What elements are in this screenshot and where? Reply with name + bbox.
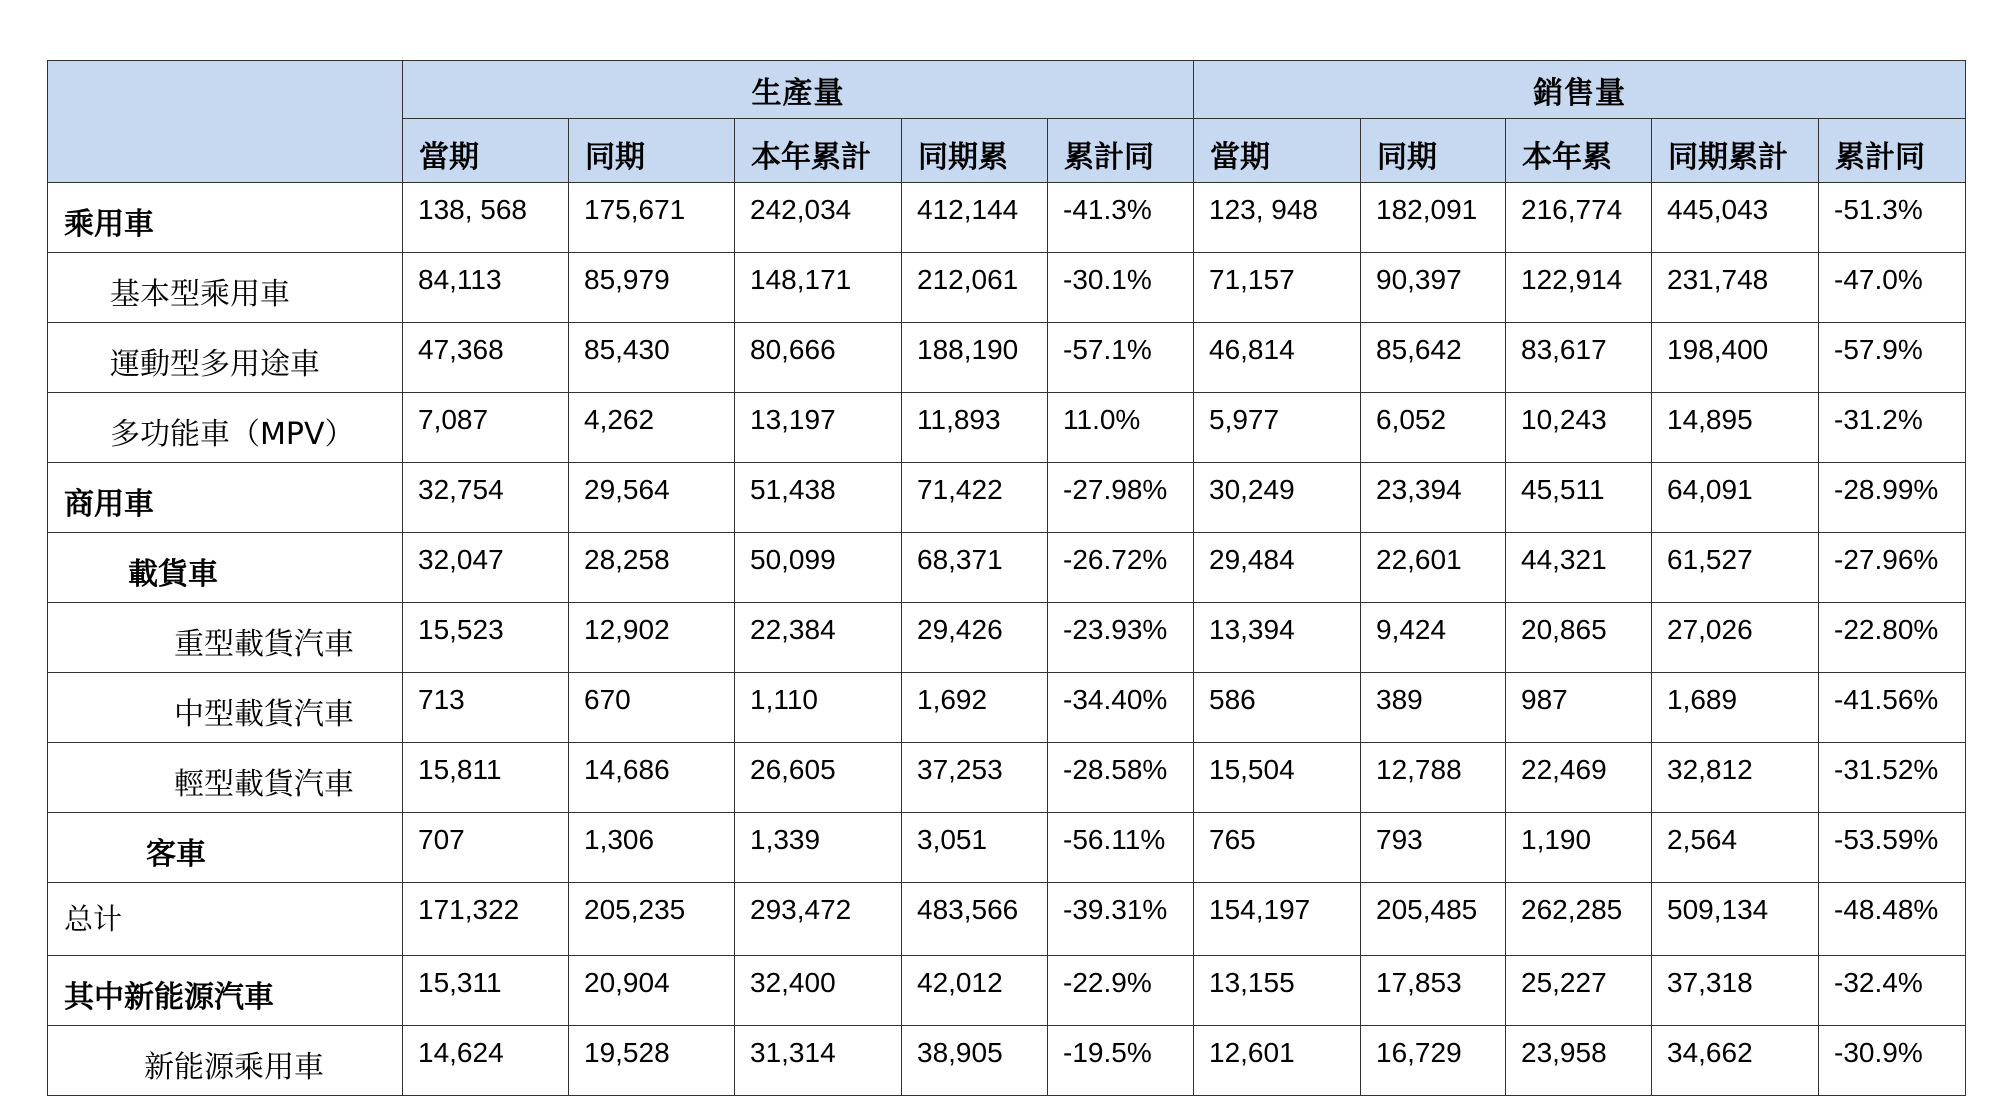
table-cell: 182,091	[1361, 183, 1506, 253]
table-cell: 212,061	[902, 253, 1048, 323]
table-cell: 12,902	[569, 603, 735, 673]
table-row	[48, 1026, 1966, 1096]
table-row	[48, 603, 1966, 673]
table-row	[48, 323, 1966, 393]
table-cell: 10,243	[1506, 393, 1652, 463]
table-cell: -51.3%	[1819, 183, 1966, 253]
table-cell: -23.93%	[1048, 603, 1194, 673]
table-cell: 175,671	[569, 183, 735, 253]
table-cell: -41.3%	[1048, 183, 1194, 253]
row-label: 客車	[48, 813, 403, 883]
table-cell: 205,485	[1361, 883, 1506, 956]
row-label: 輕型載貨汽車	[48, 743, 403, 813]
table-cell: 83,617	[1506, 323, 1652, 393]
table-cell: 242,034	[735, 183, 902, 253]
column-header: 本年累計	[735, 119, 902, 183]
table-cell: -22.80%	[1819, 603, 1966, 673]
table-cell: 29,564	[569, 463, 735, 533]
table-cell: 509,134	[1652, 883, 1819, 956]
row-label: 总计	[48, 883, 403, 956]
table-cell: 46,814	[1194, 323, 1361, 393]
table-cell: 68,371	[902, 533, 1048, 603]
table-cell: 216,774	[1506, 183, 1652, 253]
table-cell: 31,314	[735, 1026, 902, 1096]
table-cell: 32,400	[735, 956, 902, 1026]
column-header: 同期累	[902, 119, 1048, 183]
table-cell: 22,601	[1361, 533, 1506, 603]
table-cell: 412,144	[902, 183, 1048, 253]
table-cell: 14,686	[569, 743, 735, 813]
table-cell: 188,190	[902, 323, 1048, 393]
table-cell: -30.9%	[1819, 1026, 1966, 1096]
table-cell: 27,026	[1652, 603, 1819, 673]
table-cell: 3,051	[902, 813, 1048, 883]
table-cell: 50,099	[735, 533, 902, 603]
table-cell: 13,197	[735, 393, 902, 463]
table-cell: 34,662	[1652, 1026, 1819, 1096]
row-label: 新能源乘用車	[48, 1026, 403, 1096]
row-label: 商用車	[48, 463, 403, 533]
table-cell: 586	[1194, 673, 1361, 743]
table-cell: -31.2%	[1819, 393, 1966, 463]
table-cell: 16,729	[1361, 1026, 1506, 1096]
table-cell: 15,523	[403, 603, 569, 673]
table-cell: -56.11%	[1048, 813, 1194, 883]
table-cell: 293,472	[735, 883, 902, 956]
table-cell: -39.31%	[1048, 883, 1194, 956]
production-group-header: 生產量	[403, 61, 1194, 119]
table-header	[48, 61, 1966, 183]
table-cell: 19,528	[569, 1026, 735, 1096]
table-cell: 765	[1194, 813, 1361, 883]
table-cell: 148,171	[735, 253, 902, 323]
table-cell: 45,511	[1506, 463, 1652, 533]
table-cell: 262,285	[1506, 883, 1652, 956]
table-cell: 61,527	[1652, 533, 1819, 603]
table-cell: -31.52%	[1819, 743, 1966, 813]
table-cell: 32,047	[403, 533, 569, 603]
row-label: 多功能車（MPV）	[48, 393, 403, 463]
table-cell: 14,895	[1652, 393, 1819, 463]
table-cell: 707	[403, 813, 569, 883]
table-cell: 483,566	[902, 883, 1048, 956]
table-cell: 122,914	[1506, 253, 1652, 323]
table-cell: -28.58%	[1048, 743, 1194, 813]
table-cell: 12,788	[1361, 743, 1506, 813]
column-header: 本年累	[1506, 119, 1652, 183]
table-cell: 20,865	[1506, 603, 1652, 673]
table-cell: -19.5%	[1048, 1026, 1194, 1096]
table-cell: 85,430	[569, 323, 735, 393]
table-cell: 713	[403, 673, 569, 743]
table-cell: 793	[1361, 813, 1506, 883]
table-cell: 14,624	[403, 1026, 569, 1096]
column-header: 同期	[1361, 119, 1506, 183]
table-cell: 32,812	[1652, 743, 1819, 813]
table-cell: 1,339	[735, 813, 902, 883]
table-cell: 1,110	[735, 673, 902, 743]
row-label: 中型載貨汽車	[48, 673, 403, 743]
table-cell: 85,642	[1361, 323, 1506, 393]
column-header: 同期	[569, 119, 735, 183]
table-cell: -34.40%	[1048, 673, 1194, 743]
table-cell: 12,601	[1194, 1026, 1361, 1096]
table-cell: 1,190	[1506, 813, 1652, 883]
sales-group-header: 銷售量	[1194, 61, 1966, 119]
table-row	[48, 883, 1966, 956]
group-header-row	[48, 61, 1966, 119]
table-cell: 9,424	[1361, 603, 1506, 673]
table-cell: 2,564	[1652, 813, 1819, 883]
table-cell: 670	[569, 673, 735, 743]
table-cell: 47,368	[403, 323, 569, 393]
table-cell: 32,754	[403, 463, 569, 533]
row-label: 載貨車	[48, 533, 403, 603]
table-cell: 85,979	[569, 253, 735, 323]
table-cell: -22.9%	[1048, 956, 1194, 1026]
table-row	[48, 183, 1966, 253]
table-cell: 23,394	[1361, 463, 1506, 533]
row-label: 重型載貨汽車	[48, 603, 403, 673]
table-cell: -30.1%	[1048, 253, 1194, 323]
table-row	[48, 743, 1966, 813]
table-cell: 23,958	[1506, 1026, 1652, 1096]
table-cell: 17,853	[1361, 956, 1506, 1026]
table-cell: 445,043	[1652, 183, 1819, 253]
table-cell: -48.48%	[1819, 883, 1966, 956]
table-cell: 84,113	[403, 253, 569, 323]
table-cell: 1,306	[569, 813, 735, 883]
table-cell: 13,155	[1194, 956, 1361, 1026]
table-cell: 90,397	[1361, 253, 1506, 323]
table-cell: 64,091	[1652, 463, 1819, 533]
table-cell: 1,692	[902, 673, 1048, 743]
row-label: 乘用車	[48, 183, 403, 253]
table-cell: 28,258	[569, 533, 735, 603]
table-cell: 15,311	[403, 956, 569, 1026]
table-cell: 13,394	[1194, 603, 1361, 673]
table-cell: 22,384	[735, 603, 902, 673]
table-body	[48, 183, 1966, 1096]
vehicle-production-sales-table	[47, 60, 1966, 1096]
table-cell: -26.72%	[1048, 533, 1194, 603]
table-row	[48, 673, 1966, 743]
table-cell: 231,748	[1652, 253, 1819, 323]
corner-header-cell	[48, 61, 403, 183]
table-cell: 6,052	[1361, 393, 1506, 463]
table-cell: 7,087	[403, 393, 569, 463]
table-cell: 42,012	[902, 956, 1048, 1026]
table-cell: 51,438	[735, 463, 902, 533]
table-cell: 171,322	[403, 883, 569, 956]
column-header: 累計同	[1048, 119, 1194, 183]
column-header: 累計同	[1819, 119, 1966, 183]
table-cell: 25,227	[1506, 956, 1652, 1026]
table-cell: -27.96%	[1819, 533, 1966, 603]
table-cell: 389	[1361, 673, 1506, 743]
table-row	[48, 813, 1966, 883]
table-cell: -57.9%	[1819, 323, 1966, 393]
table-cell: -28.99%	[1819, 463, 1966, 533]
table-cell: -47.0%	[1819, 253, 1966, 323]
table-row	[48, 533, 1966, 603]
table-cell: 29,426	[902, 603, 1048, 673]
table-cell: 29,484	[1194, 533, 1361, 603]
table-cell: 154,197	[1194, 883, 1361, 956]
table-row	[48, 393, 1966, 463]
table-cell: 38,905	[902, 1026, 1048, 1096]
table-cell: 80,666	[735, 323, 902, 393]
table-cell: 198,400	[1652, 323, 1819, 393]
table-cell: 4,262	[569, 393, 735, 463]
table-cell: 30,249	[1194, 463, 1361, 533]
row-label: 基本型乘用車	[48, 253, 403, 323]
column-header: 當期	[403, 119, 569, 183]
table-row	[48, 956, 1966, 1026]
table-cell: -27.98%	[1048, 463, 1194, 533]
table-cell: 1,689	[1652, 673, 1819, 743]
table-cell: 11.0%	[1048, 393, 1194, 463]
table-cell: -53.59%	[1819, 813, 1966, 883]
row-label: 其中新能源汽車	[48, 956, 403, 1026]
table-cell: -41.56%	[1819, 673, 1966, 743]
table-cell: 37,253	[902, 743, 1048, 813]
table-row	[48, 463, 1966, 533]
table-cell: 37,318	[1652, 956, 1819, 1026]
table-cell: 123, 948	[1194, 183, 1361, 253]
table-cell: 138, 568	[403, 183, 569, 253]
table-cell: 26,605	[735, 743, 902, 813]
table-cell: 205,235	[569, 883, 735, 956]
table-row	[48, 253, 1966, 323]
table-cell: 11,893	[902, 393, 1048, 463]
row-label: 運動型多用途車	[48, 323, 403, 393]
table-cell: 71,157	[1194, 253, 1361, 323]
table-cell: 5,977	[1194, 393, 1361, 463]
table-cell: 20,904	[569, 956, 735, 1026]
column-header: 當期	[1194, 119, 1361, 183]
table-cell: 987	[1506, 673, 1652, 743]
table-cell: 15,504	[1194, 743, 1361, 813]
table-cell: -57.1%	[1048, 323, 1194, 393]
table-cell: 71,422	[902, 463, 1048, 533]
table-cell: 44,321	[1506, 533, 1652, 603]
table-cell: -32.4%	[1819, 956, 1966, 1026]
column-header: 同期累計	[1652, 119, 1819, 183]
table-cell: 15,811	[403, 743, 569, 813]
table-cell: 22,469	[1506, 743, 1652, 813]
